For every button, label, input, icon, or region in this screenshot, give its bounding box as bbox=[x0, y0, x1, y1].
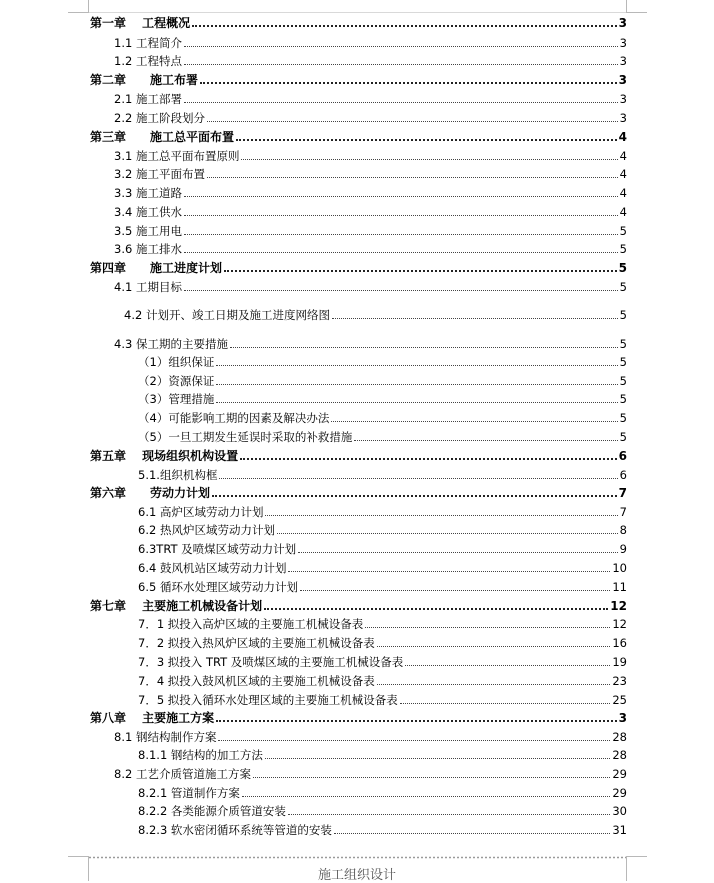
toc-dot-leader bbox=[288, 571, 610, 572]
toc-page-number: 5 bbox=[619, 242, 627, 256]
toc-page-number: 4 bbox=[619, 186, 627, 200]
toc-entry-title: 8.2.3 软水密闭循环系统等管道的安装 bbox=[138, 823, 332, 837]
toc-chapter-row[interactable] bbox=[90, 259, 627, 275]
toc-page-number: 5 bbox=[619, 392, 627, 406]
toc-entry-title: 7．5 拟投入循环水处理区域的主要施工机械设备表 bbox=[138, 693, 398, 707]
toc-entry-row[interactable] bbox=[138, 672, 627, 688]
toc-page-number: 3 bbox=[619, 92, 627, 106]
toc-entry-title: 7．3 拟投入 TRT 及喷煤区域的主要施工机械设备表 bbox=[138, 655, 404, 669]
toc-dot-leader bbox=[277, 533, 618, 534]
toc-entry-title: 8.2 工艺介质管道施工方案 bbox=[114, 767, 251, 781]
toc-entry-title: 6.3TRT 及喷煤区域劳动力计划 bbox=[138, 542, 297, 556]
toc-page-number: 16 bbox=[612, 636, 627, 650]
toc-entry-row[interactable] bbox=[114, 184, 627, 200]
toc-dot-leader bbox=[218, 740, 610, 741]
toc-dot-leader bbox=[300, 590, 610, 591]
toc-chapter-row[interactable] bbox=[90, 71, 627, 87]
toc-entry-row[interactable] bbox=[114, 34, 627, 50]
toc-entry-title: 4.3 保工期的主要措施 bbox=[114, 337, 228, 351]
toc-page-number: 5 bbox=[618, 261, 627, 275]
toc-entry-title: 8.1.1 钢结构的加工方法 bbox=[138, 748, 263, 762]
toc-dot-leader bbox=[253, 777, 610, 778]
toc-entry-row[interactable] bbox=[114, 52, 627, 68]
toc-dot-leader bbox=[216, 720, 616, 722]
toc-dot-leader bbox=[242, 796, 610, 797]
toc-entry-row[interactable] bbox=[138, 615, 627, 631]
toc-dot-leader bbox=[331, 421, 617, 422]
toc-page-number: 5 bbox=[619, 337, 627, 351]
toc-dot-leader bbox=[184, 102, 618, 103]
toc-entry-row[interactable] bbox=[114, 222, 627, 238]
toc-page-number: 25 bbox=[612, 693, 627, 707]
toc-page-number: 5 bbox=[619, 374, 627, 388]
toc-entry-row[interactable] bbox=[138, 372, 627, 388]
toc-page-number: 28 bbox=[612, 730, 627, 744]
toc-chapter-row[interactable] bbox=[90, 128, 627, 144]
toc-entry-row[interactable] bbox=[138, 390, 627, 406]
toc-page-number: 6 bbox=[618, 449, 627, 463]
toc-entry-title: （2）资源保证 bbox=[138, 374, 215, 388]
toc-dot-leader bbox=[377, 646, 611, 647]
toc-entry-title: 第六章 劳动力计划 bbox=[90, 486, 211, 500]
toc-page-number: 3 bbox=[618, 711, 627, 725]
toc-page-number: 31 bbox=[612, 823, 627, 837]
toc-page-number: 7 bbox=[619, 505, 627, 519]
toc-chapter-row[interactable] bbox=[90, 709, 627, 725]
toc-entry-title: 3.4 施工供水 bbox=[114, 205, 182, 219]
toc-page-number: 4 bbox=[619, 149, 627, 163]
toc-dot-leader bbox=[224, 270, 617, 272]
toc-page-number: 3 bbox=[619, 54, 627, 68]
toc-dot-leader bbox=[207, 177, 618, 178]
toc-entry-title: 第五章 现场组织机构设置 bbox=[90, 449, 239, 463]
toc-entry-row[interactable] bbox=[138, 578, 627, 594]
toc-entry-row[interactable] bbox=[138, 634, 627, 650]
toc-dot-leader bbox=[354, 440, 617, 441]
toc-page-number: 5 bbox=[619, 430, 627, 444]
toc-entry-row[interactable] bbox=[114, 728, 627, 744]
toc-entry-row[interactable] bbox=[114, 203, 627, 219]
toc-page-number: 3 bbox=[618, 16, 627, 30]
toc-page-number: 5 bbox=[619, 224, 627, 238]
toc-chapter-row[interactable] bbox=[90, 484, 627, 500]
toc-page-number: 12 bbox=[610, 599, 627, 613]
toc-entry-title: 2.1 施工部署 bbox=[114, 92, 182, 106]
toc-page-number: 29 bbox=[612, 786, 627, 800]
toc-entry-row[interactable] bbox=[138, 540, 627, 556]
toc-entry-title: （1）组织保证 bbox=[138, 355, 215, 369]
toc-entry-title: 3.6 施工排水 bbox=[114, 242, 182, 256]
toc-entry-row[interactable] bbox=[114, 278, 627, 294]
toc-entry-title: 3.5 施工用电 bbox=[114, 224, 182, 238]
toc-entry-title: 7．1 拟投入高炉区域的主要施工机械设备表 bbox=[138, 617, 364, 631]
toc-dot-leader bbox=[241, 159, 617, 160]
toc-entry-title: （3）管理措施 bbox=[138, 392, 215, 406]
toc-entry-title: （4）可能影响工期的因素及解决办法 bbox=[138, 411, 330, 425]
toc-dot-leader bbox=[184, 196, 618, 197]
toc-dot-leader bbox=[405, 665, 610, 666]
toc-dot-leader bbox=[216, 402, 617, 403]
toc-dot-leader bbox=[219, 478, 617, 479]
toc-page-number: 30 bbox=[612, 804, 627, 818]
toc-entry-title: 3.2 施工平面布置 bbox=[114, 167, 205, 181]
toc-dot-leader bbox=[230, 347, 618, 348]
toc-dot-leader bbox=[288, 814, 610, 815]
toc-entry-title: 3.3 施工道路 bbox=[114, 186, 182, 200]
toc-chapter-row[interactable] bbox=[90, 447, 627, 463]
toc-dot-leader bbox=[400, 703, 611, 704]
toc-dot-leader bbox=[365, 627, 610, 628]
toc-page-number: 19 bbox=[612, 655, 627, 669]
toc-entry-title: 2.2 施工阶段划分 bbox=[114, 111, 205, 125]
toc-page-number: 8 bbox=[619, 523, 627, 537]
toc-entry-row[interactable] bbox=[138, 784, 627, 800]
toc-entry-row[interactable] bbox=[114, 240, 627, 256]
footer-separator bbox=[88, 856, 626, 859]
toc-dot-leader bbox=[184, 46, 618, 47]
toc-entry-row[interactable] bbox=[138, 521, 627, 537]
toc-entry-title: 6.1 高炉区域劳动力计划 bbox=[138, 505, 264, 519]
toc-chapter-row[interactable] bbox=[90, 14, 627, 30]
toc-entry-row[interactable] bbox=[114, 90, 627, 106]
toc-page-number: 4 bbox=[618, 130, 627, 144]
toc-dot-leader bbox=[212, 495, 617, 497]
toc-entry-title: 6.5 循环水处理区域劳动力计划 bbox=[138, 580, 298, 594]
toc-entry-title: 8.2.1 管道制作方案 bbox=[138, 786, 240, 800]
toc-dot-leader bbox=[200, 82, 617, 84]
toc-page-number: 5 bbox=[619, 280, 627, 294]
toc-entry-title: 1.1 工程简介 bbox=[114, 36, 182, 50]
toc-page-number: 7 bbox=[618, 486, 627, 500]
toc-entry-title: 第三章 施工总平面布置 bbox=[90, 130, 235, 144]
toc-page-number: 3 bbox=[619, 36, 627, 50]
toc-entry-title: 第四章 施工进度计划 bbox=[90, 261, 223, 275]
toc-entry-title: 6.4 鼓风机站区域劳动力计划 bbox=[138, 561, 287, 575]
toc-entry-row[interactable] bbox=[138, 802, 627, 818]
toc-page-number: 5 bbox=[619, 411, 627, 425]
toc-entry-row[interactable] bbox=[138, 559, 627, 575]
toc-entry-title: 第八章 主要施工方案 bbox=[90, 711, 215, 725]
toc-entry-title: 第七章 主要施工机械设备计划 bbox=[90, 599, 263, 613]
toc-page-number: 9 bbox=[619, 542, 627, 556]
toc-page-number: 23 bbox=[612, 674, 627, 688]
toc-dot-leader bbox=[334, 833, 610, 834]
toc-page-number: 10 bbox=[612, 561, 627, 575]
toc-dot-leader bbox=[265, 515, 617, 516]
toc-entry-row[interactable] bbox=[124, 306, 627, 322]
toc-chapter-row[interactable] bbox=[90, 597, 627, 613]
toc-dot-leader bbox=[298, 552, 618, 553]
toc-entry-row[interactable] bbox=[138, 653, 627, 669]
toc-entry-title: 8.1 钢结构制作方案 bbox=[114, 730, 217, 744]
toc-entry-title: 1.2 工程特点 bbox=[114, 54, 182, 68]
toc-page-number: 6 bbox=[619, 468, 627, 482]
toc-page-number: 4 bbox=[619, 167, 627, 181]
toc-dot-leader bbox=[265, 758, 610, 759]
toc-page-number: 11 bbox=[612, 580, 627, 594]
toc-dot-leader bbox=[377, 684, 611, 685]
toc-dot-leader bbox=[184, 290, 618, 291]
toc-entry-row[interactable] bbox=[114, 335, 627, 351]
toc-entry-row[interactable] bbox=[138, 503, 627, 519]
toc-entry-title: （5）一旦工期发生延误时采取的补救措施 bbox=[138, 430, 353, 444]
toc-page-number: 3 bbox=[618, 73, 627, 87]
toc-entry-title: 4.1 工期目标 bbox=[114, 280, 182, 294]
toc-entry-row[interactable] bbox=[138, 746, 627, 762]
toc-entry-row[interactable] bbox=[138, 428, 627, 444]
toc-entry-row[interactable] bbox=[138, 353, 627, 369]
toc-dot-leader bbox=[207, 121, 618, 122]
toc-entry-title: 3.1 施工总平面布置原则 bbox=[114, 149, 240, 163]
toc-page-number: 28 bbox=[612, 748, 627, 762]
toc-dot-leader bbox=[184, 234, 618, 235]
toc-page-number: 29 bbox=[612, 767, 627, 781]
toc-entry-title: 6.2 热风炉区域劳动力计划 bbox=[138, 523, 275, 537]
toc-page-number: 5 bbox=[619, 355, 627, 369]
toc-entry-title: 8.2.2 各类能源介质管道安装 bbox=[138, 804, 286, 818]
toc-entry-row[interactable] bbox=[138, 821, 627, 837]
toc-dot-leader bbox=[192, 25, 616, 27]
toc-dot-leader bbox=[184, 64, 618, 65]
toc-page-number: 4 bbox=[619, 205, 627, 219]
toc-dot-leader bbox=[184, 252, 618, 253]
toc-entry-title: 第二章 施工布署 bbox=[90, 73, 199, 87]
toc-dot-leader bbox=[240, 458, 616, 460]
toc-entry-row[interactable] bbox=[138, 466, 627, 482]
toc-entry-title: 4.2 计划开、竣工日期及施工进度网络图 bbox=[124, 308, 330, 322]
toc-dot-leader bbox=[216, 365, 617, 366]
toc-page-number: 12 bbox=[612, 617, 627, 631]
toc-entry-row[interactable] bbox=[138, 409, 627, 425]
toc-entry-row[interactable] bbox=[114, 109, 627, 125]
toc-entry-title: 第一章 工程概况 bbox=[90, 16, 191, 30]
toc-dot-leader bbox=[332, 318, 618, 319]
toc-entry-row[interactable] bbox=[138, 691, 627, 707]
toc-page-number: 3 bbox=[619, 111, 627, 125]
toc-dot-leader bbox=[264, 608, 608, 610]
toc-page-number: 5 bbox=[619, 308, 627, 322]
toc-entry-row[interactable] bbox=[114, 765, 627, 781]
toc-dot-leader bbox=[216, 384, 617, 385]
toc-entry-row[interactable] bbox=[114, 147, 627, 163]
toc-entry-title: 7．2 拟投入热风炉区域的主要施工机械设备表 bbox=[138, 636, 375, 650]
footer-title: 施工组织设计 bbox=[317, 868, 396, 883]
toc-entry-title: 5.1.组织机构框 bbox=[138, 468, 218, 482]
toc-dot-leader bbox=[236, 139, 617, 141]
toc-entry-row[interactable] bbox=[114, 165, 627, 181]
toc-entry-title: 7．4 拟投入鼓风机区域的主要施工机械设备表 bbox=[138, 674, 375, 688]
toc-dot-leader bbox=[184, 215, 618, 216]
